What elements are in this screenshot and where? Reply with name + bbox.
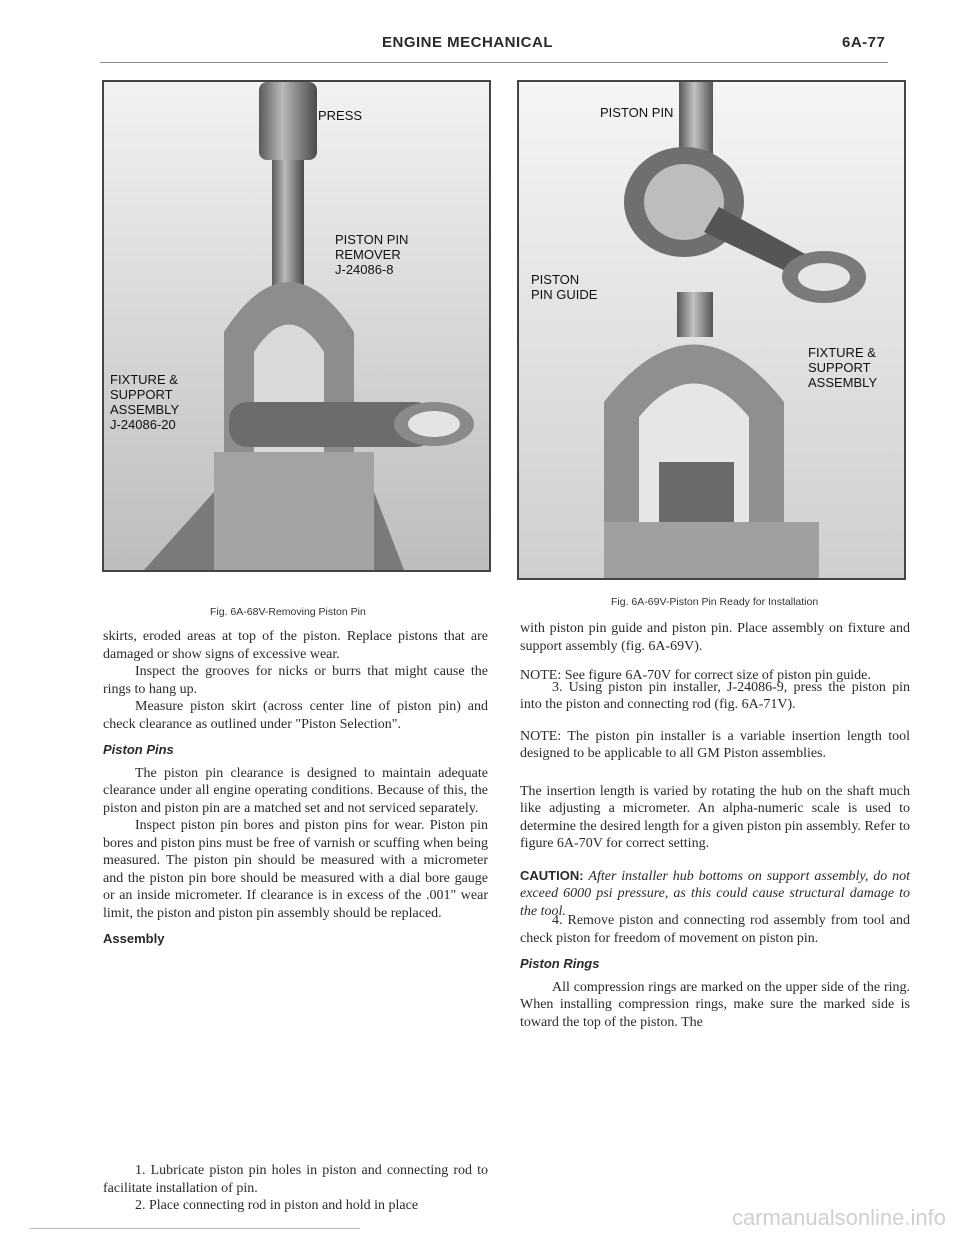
paragraph: All compression rings are marked on the upper side of the ring. When installing compression rings, make sure the marked side is toward the top of the piston. The xyxy=(520,979,910,1030)
label-line: FIXTURE & xyxy=(110,372,178,387)
section-heading-piston-pins: Piston Pins xyxy=(103,742,174,757)
label-line: PISTON xyxy=(531,272,580,287)
paragraph: Measure piston skirt (across center line of piston pin) and check clearance as outlined under "Piston Selection". xyxy=(103,699,488,732)
label-line: J-24086-20 xyxy=(110,417,176,432)
label-line: J-24086-8 xyxy=(335,262,394,277)
label-line: ASSEMBLY xyxy=(110,402,180,417)
label-fixture-support xyxy=(110,372,179,432)
label-line: SUPPORT xyxy=(110,387,173,402)
page-title: ENGINE MECHANICAL xyxy=(382,34,554,51)
fixture-photo-illustration xyxy=(519,82,904,578)
paragraph: The piston pin clearance is designed to maintain adequate clearance under all engine operating conditions. Because of this, the piston and piston pin are a matched set and not serviced separately. xyxy=(103,765,488,816)
figure-caption-right: Fig. 6A-69V-Piston Pin Ready for Installation xyxy=(611,596,819,608)
step-3: 3. Using piston pin installer, J-24086-9, press the piston pin into the piston and connecting rod (fig. 6A-71V). xyxy=(520,679,910,712)
left-steps xyxy=(103,1162,488,1215)
paragraph: Inspect piston pin bores and piston pins for wear. Piston pin bores and piston pins must be free of varnish or scuffing when being measured. The piston pin should be measured with a micrometer and the piston pin bore should be measured with a dial bore gauge or an inside micrometer. If clearance is in excess of the .001" wear limit, the piston and piston pin assembly should be replaced. xyxy=(103,818,488,921)
right-text-column xyxy=(520,620,910,1031)
press-photo-illustration xyxy=(104,82,489,570)
note-insertion-length: The insertion length is varied by rotating the hub on the shaft much like adjusting a micrometer. An alpha-numeric scale is used to determine the desired length for a given piston pin assembly. Refer to figure 6A-70V for correct setting. xyxy=(520,783,910,851)
label-line: SUPPORT xyxy=(808,360,871,375)
label-line: FIXTURE & xyxy=(808,345,876,360)
step-1: 1. Lubricate piston pin holes in piston and connecting rod to facilitate installation of pin. xyxy=(103,1163,488,1196)
page-number: 6A-77 xyxy=(842,34,886,51)
figure-removing-piston-pin xyxy=(102,80,491,572)
label-line: PIN GUIDE xyxy=(531,287,598,302)
label-fixture-support-assembly xyxy=(808,345,877,390)
figure-piston-pin-ready xyxy=(517,80,906,580)
note-installer: NOTE: The piston pin installer is a variable insertion length tool designed to be applicable to all GM Piston assemblies. xyxy=(520,728,910,761)
label-line: PISTON PIN xyxy=(335,232,409,247)
label-piston-pin-guide xyxy=(531,272,597,302)
label-line: ASSEMBLY xyxy=(808,375,878,390)
section-heading-piston-rings: Piston Rings xyxy=(520,956,600,971)
step-4: 4. Remove piston and connecting rod assembly from tool and check piston for freedom of movement on piston pin. xyxy=(520,913,910,946)
left-text-column xyxy=(103,628,488,954)
section-heading-assembly: Assembly xyxy=(103,931,165,946)
step-2: 2. Place connecting rod in piston and hold in place xyxy=(135,1198,419,1213)
figure-caption-left: Fig. 6A-68V-Removing Piston Pin xyxy=(210,606,366,618)
label-line: REMOVER xyxy=(335,247,401,262)
label-piston-pin: PISTON PIN xyxy=(600,105,674,120)
header-rule xyxy=(100,62,888,63)
paragraph: Inspect the grooves for nicks or burrs that might cause the rings to hang up. xyxy=(103,664,488,697)
footer-rule xyxy=(30,1228,360,1229)
label-press: PRESS xyxy=(318,108,363,123)
label-piston-pin-remover xyxy=(335,232,408,277)
watermark: carmanualsonline.info xyxy=(731,1205,946,1230)
note-guide-size: NOTE: See figure 6A-70V for correct size of piston pin guide. xyxy=(520,668,871,683)
caution-label: CAUTION: xyxy=(520,867,584,883)
paragraph: with piston pin guide and piston pin. Place assembly on fixture and support assembly (fig. 6A-69V). xyxy=(520,621,910,654)
paragraph: skirts, eroded areas at top of the piston. Replace pistons that are damaged or show signs of excessive wear. xyxy=(103,629,488,662)
caution-text: After installer hub bottoms on support assembly, do not exceed 6000 psi pressure, as this could cause structural damage to the tool. xyxy=(520,868,910,919)
